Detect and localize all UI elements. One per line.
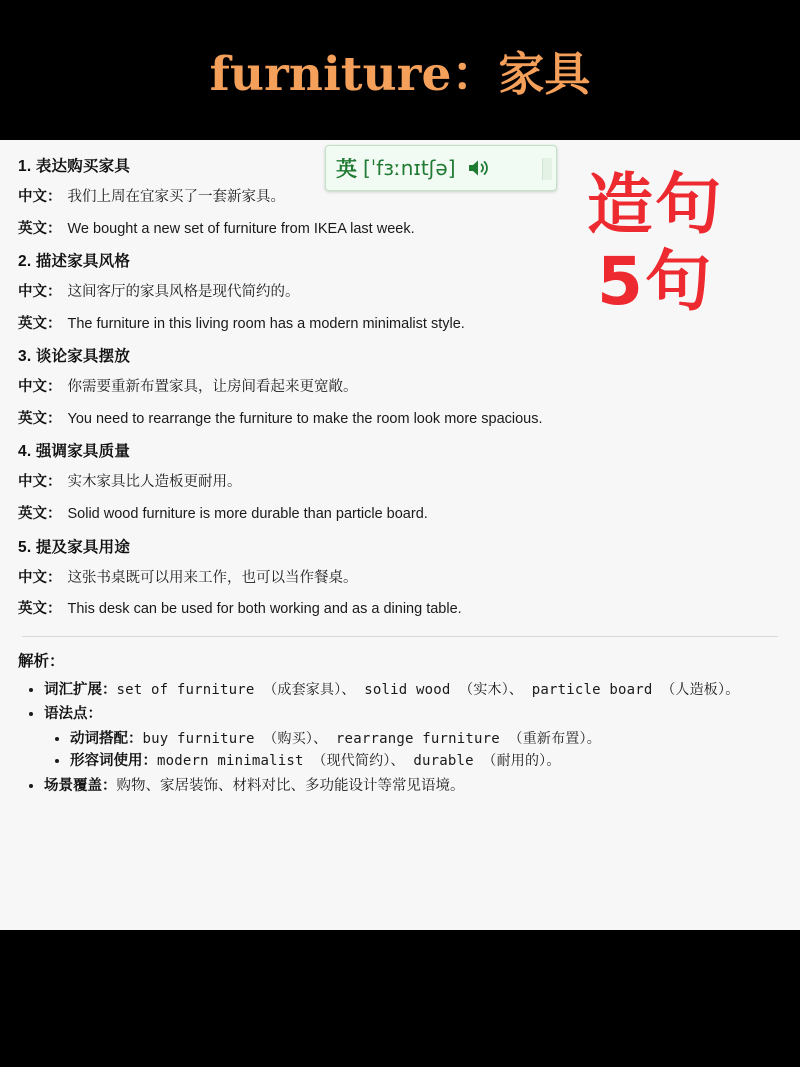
en-label: 英文： bbox=[18, 410, 62, 427]
entry-en-text: This desk can be used for both working and as a dining table. bbox=[67, 601, 462, 618]
grammar-sub-key: 动词搭配： bbox=[70, 730, 143, 747]
entry-title: 3. 谈论家具摆放 bbox=[18, 348, 131, 366]
cn-label: 中文： bbox=[18, 474, 62, 491]
entry-cn-text: 实木家具比人造板更耐用。 bbox=[67, 474, 242, 491]
phonetic-popup-edge bbox=[542, 158, 552, 180]
cn-label: 中文： bbox=[18, 379, 62, 396]
entry-cn-text: 我们上周在宜家买了一套新家具。 bbox=[67, 189, 285, 205]
analysis-scene-text: 购物、家居装饰、材料对比、多功能设计等常见语境。 bbox=[116, 778, 465, 795]
entry-cn-line bbox=[18, 470, 782, 493]
analysis-vocab-key: 词汇扩展： bbox=[44, 681, 117, 698]
analysis-vocab-text: set of furniture （成套家具）、 solid wood （实木）、 particle board （人造板）。 bbox=[116, 681, 740, 698]
en-label: 英文： bbox=[18, 601, 62, 618]
analysis-grammar-key: 语法点： bbox=[44, 706, 102, 723]
analysis-grammar-subitem bbox=[70, 750, 782, 773]
analysis-list bbox=[18, 679, 782, 798]
callout-line-1: 造句 bbox=[587, 166, 723, 243]
analysis-vocab-item bbox=[44, 679, 782, 702]
en-label: 英文： bbox=[18, 505, 62, 522]
analysis-scene-key: 场景覆盖： bbox=[44, 778, 117, 795]
entry-en-text: You need to rearrange the furniture to make the room look more spacious. bbox=[67, 410, 543, 427]
cn-label: 中文： bbox=[18, 189, 62, 205]
en-label: 英文： bbox=[18, 315, 62, 332]
page-title-translation: 家具 bbox=[498, 46, 591, 101]
en-label: 英文： bbox=[18, 220, 62, 237]
entry-en-text: We bought a new set of furniture from IKEA last week. bbox=[67, 220, 415, 237]
entry-title: 4. 强调家具质量 bbox=[18, 443, 131, 461]
entry-cn-text: 这间客厅的家具风格是现代简约的。 bbox=[67, 284, 300, 301]
footer-bar bbox=[0, 930, 800, 1067]
grammar-sub-text: modern minimalist （现代简约）、 durable （耐用的）。 bbox=[157, 753, 561, 770]
entry-en-text: Solid wood furniture is more durable than particle board. bbox=[67, 505, 428, 522]
section-divider bbox=[22, 636, 778, 637]
entry-title: 1. 表达购买家具 bbox=[18, 158, 131, 175]
entry-cn-line bbox=[18, 566, 782, 589]
entry-cn-text: 这张书桌既可以用来工作，也可以当作餐桌。 bbox=[67, 569, 358, 586]
phonetic-popup[interactable] bbox=[325, 145, 557, 191]
entry-cn-text: 你需要重新布置家具，让房间看起来更宽敞。 bbox=[67, 379, 358, 396]
callout-stamp bbox=[565, 166, 745, 321]
entry-title: 5. 提及家具用途 bbox=[18, 538, 131, 556]
speaker-icon[interactable] bbox=[466, 157, 492, 179]
header-banner bbox=[0, 0, 800, 140]
entry-en-text: The furniture in this living room has a modern minimalist style. bbox=[67, 315, 465, 332]
analysis-grammar-item bbox=[44, 703, 782, 773]
page-title bbox=[210, 37, 591, 104]
cn-label: 中文： bbox=[18, 569, 62, 586]
analysis-scene-item bbox=[44, 775, 782, 797]
grammar-sub-key: 形容词使用： bbox=[70, 753, 157, 770]
callout-line-2: 5句 bbox=[597, 243, 713, 321]
sentence-entry bbox=[18, 535, 782, 620]
entry-en-line bbox=[18, 597, 782, 620]
cn-label: 中文： bbox=[18, 284, 62, 301]
phonetic-lang-label: 英 bbox=[336, 158, 357, 181]
analysis-grammar-sublist bbox=[44, 728, 782, 773]
sentence-entry bbox=[18, 439, 782, 524]
entry-en-line bbox=[18, 502, 782, 525]
analysis-grammar-subitem bbox=[70, 728, 782, 751]
entry-cn-line bbox=[18, 375, 782, 398]
entry-en-line bbox=[18, 407, 782, 430]
phonetic-ipa-text: [ˈfɜːnɪtʃə] bbox=[363, 156, 456, 180]
analysis-title: 解析： bbox=[18, 652, 65, 670]
entry-title: 2. 描述家具风格 bbox=[18, 253, 131, 271]
page-title-word: furniture： bbox=[209, 46, 499, 102]
sentence-entry bbox=[18, 344, 782, 429]
grammar-sub-text: buy furniture （购买）、 rearrange furniture （重新布置）。 bbox=[142, 730, 601, 747]
